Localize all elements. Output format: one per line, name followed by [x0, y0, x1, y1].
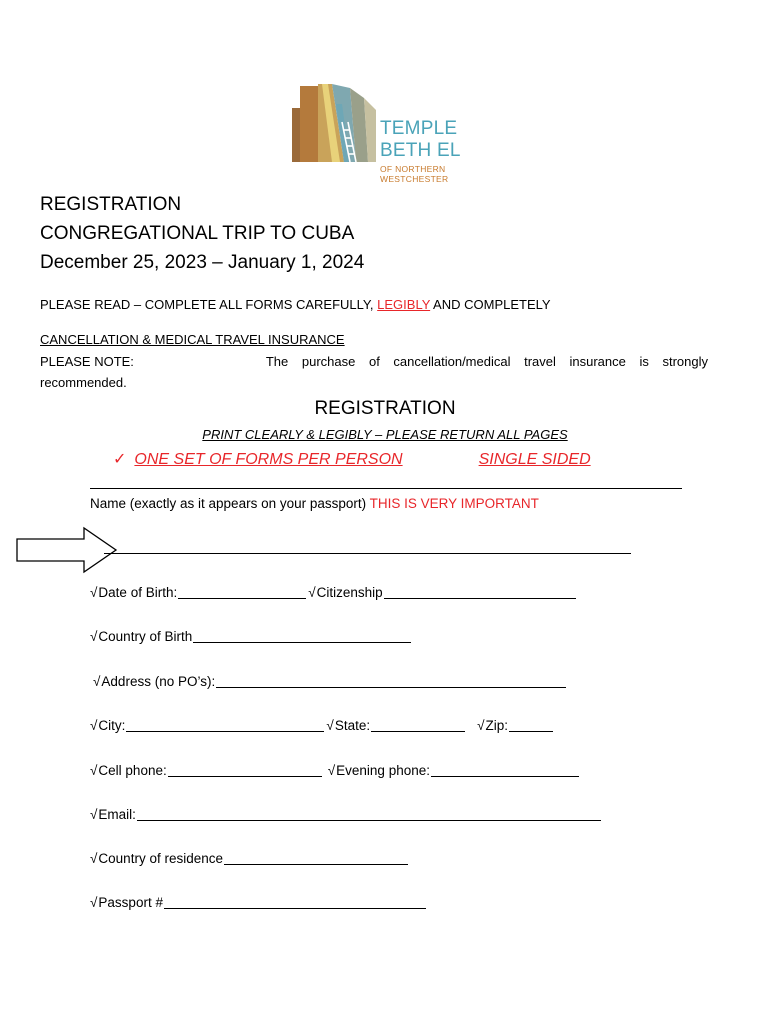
passport-label: Passport #	[98, 895, 163, 910]
phone-row	[90, 762, 581, 778]
address-input[interactable]	[216, 673, 566, 688]
check-icon: √	[93, 674, 101, 689]
dob-label: Date of Birth:	[98, 585, 178, 600]
logo-wordmark	[380, 118, 461, 184]
header-trip-dates: December 25, 2023 – January 1, 2024	[40, 252, 365, 273]
insurance-note-text: The purchase of cancellation/medical travel insurance is strongly	[265, 354, 708, 369]
evening-phone-input[interactable]	[431, 762, 579, 777]
passport-name-input-line[interactable]	[104, 553, 631, 554]
logo-sub-line2: WESTCHESTER	[380, 174, 449, 184]
instructions-legibly: LEGIBLY	[377, 297, 431, 312]
name-label-text: Name (exactly as it appears on your passport)	[90, 496, 370, 511]
state-input[interactable]	[371, 717, 465, 732]
city-input[interactable]	[126, 717, 324, 732]
check-icon: √	[90, 718, 98, 733]
check-icon: √	[90, 851, 98, 866]
check-icon: √	[326, 718, 334, 733]
one-set-text: ONE SET OF FORMS PER PERSON	[134, 451, 403, 468]
country-birth-input[interactable]	[193, 628, 411, 643]
instructions-line	[40, 297, 551, 312]
check-icon: √	[90, 763, 98, 778]
insurance-note-continued: recommended.	[40, 375, 127, 390]
citizenship-input[interactable]	[384, 584, 576, 599]
check-icon: √	[90, 895, 98, 910]
dob-citizenship-row	[90, 584, 578, 600]
city-state-zip-row	[90, 717, 555, 733]
section-title: REGISTRATION	[314, 398, 456, 419]
name-important-text: THIS IS VERY IMPORTANT	[369, 496, 539, 511]
residence-label: Country of residence	[98, 851, 223, 866]
residence-row	[90, 850, 410, 866]
evening-phone-label: Evening phone:	[336, 763, 430, 778]
dob-input[interactable]	[178, 584, 306, 599]
check-icon: √	[90, 585, 98, 600]
logo-sub-line1: OF NORTHERN	[380, 164, 446, 174]
email-row	[90, 806, 603, 822]
single-set-notice	[113, 449, 591, 469]
country-birth-row	[90, 628, 413, 644]
address-label: Address (no PO’s):	[101, 674, 216, 689]
check-icon: √	[308, 585, 316, 600]
insurance-note	[40, 354, 708, 369]
logo-name-line1: TEMPLE	[380, 118, 458, 139]
city-label: City:	[98, 718, 126, 733]
header-registration: REGISTRATION	[40, 194, 182, 215]
citizenship-label: Citizenship	[316, 585, 383, 600]
section-subtitle: PRINT CLEARLY & LEGIBLY – PLEASE RETURN ALL PAGES	[202, 427, 568, 442]
check-icon: √	[90, 629, 98, 644]
header-trip-title: CONGREGATIONAL TRIP TO CUBA	[40, 223, 355, 244]
arrow-right-icon	[16, 526, 118, 574]
cell-phone-input[interactable]	[168, 762, 322, 777]
residence-input[interactable]	[224, 850, 408, 865]
insurance-heading: CANCELLATION & MEDICAL TRAVEL INSURANCE	[40, 332, 345, 347]
name-input-line[interactable]	[90, 488, 682, 489]
zip-label: Zip:	[485, 718, 509, 733]
check-icon: √	[327, 763, 336, 778]
logo-name-line2: BETH EL	[380, 140, 461, 161]
passport-row	[90, 894, 428, 910]
single-sided-text: SINGLE SIDED	[478, 451, 591, 468]
name-field-label	[90, 496, 539, 511]
passport-input[interactable]	[164, 894, 426, 909]
check-icon: √	[90, 807, 98, 822]
cell-phone-label: Cell phone:	[98, 763, 167, 778]
instructions-suffix: AND COMPLETELY	[430, 297, 551, 312]
email-label: Email:	[98, 807, 136, 822]
temple-beth-el-logo	[292, 84, 376, 162]
address-row	[93, 673, 568, 689]
state-label: State:	[334, 718, 371, 733]
check-icon: √	[477, 718, 485, 733]
insurance-note-label: PLEASE NOTE:	[40, 354, 134, 369]
country-birth-label: Country of Birth	[98, 629, 193, 644]
instructions-prefix: PLEASE READ – COMPLETE ALL FORMS CAREFULLY,	[40, 297, 378, 312]
check-mark-icon: ✓	[113, 451, 127, 468]
email-input[interactable]	[137, 806, 601, 821]
zip-input[interactable]	[509, 717, 553, 732]
